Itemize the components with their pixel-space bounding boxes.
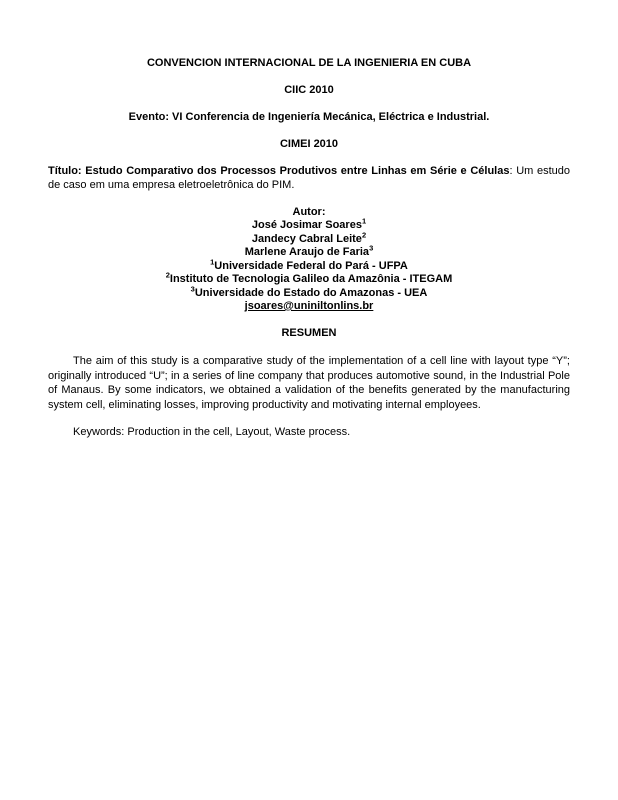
event-acronym: CIMEI 2010	[279, 138, 339, 150]
affiliation	[48, 256, 570, 274]
abstract-text: The aim of this study is a comparative study of the implementation of a cell line with layout type “Y”; originally introduced “U”; in a series of line company that produces automotive sound, in the Industrial Pole of Manaus. By some indicators, we obtained a validation of the benefits generated by the manufacturing system cell, eliminating losses, improving productivity and motivating internal employees.	[48, 355, 570, 411]
author-email-line	[48, 300, 570, 314]
author-sup: 2	[361, 229, 367, 239]
paper-title-bold: Título: Estudo Comparativo dos Processos Produtivos entre Linhas em Série e Células	[48, 165, 510, 177]
affiliation-sup: 3	[190, 283, 195, 293]
author-name-text: Marlene Araujo de Faria	[244, 246, 370, 258]
author-name	[48, 216, 570, 233]
author-name-text: Jandecy Cabral Leite	[251, 232, 362, 245]
affiliation-text: Universidade do Estado do Amazonas - UEA	[194, 286, 428, 299]
affiliation-sup: 1	[210, 256, 215, 266]
author-name	[48, 229, 570, 247]
affiliation	[48, 270, 570, 287]
author-label: Autor:	[292, 205, 326, 218]
abstract-heading: RESUMEN	[281, 327, 337, 339]
author-name-text: José Josimar Soares	[251, 219, 362, 231]
keywords-line: Keywords: Production in the cell, Layout, Waste process.	[73, 426, 351, 438]
paper-title	[48, 165, 570, 192]
conference-title: CONVENCION INTERNACIONAL DE LA INGENIERIA EN CUBA	[146, 57, 472, 69]
paper-title-subtitle: : Um estudo de caso em uma empresa eletroeletrônica do PIM.	[48, 165, 570, 191]
affiliation-sup: 2	[165, 270, 170, 280]
author-name	[48, 243, 570, 260]
affiliation-text: Universidade Federal do Pará - UFPA	[214, 259, 408, 272]
affiliation	[48, 283, 570, 301]
author-sup: 3	[369, 243, 374, 253]
affiliation-text: Instituto de Tecnologia Galileo da Amazônia - ITEGAM	[169, 273, 453, 285]
event-line: Evento: VI Conferencia de Ingeniería Mecánica, Eléctrica e Industrial.	[128, 111, 490, 123]
email-link[interactable]: jsoares@uniniltonlins.br	[244, 300, 374, 312]
conference-acronym: CIIC 2010	[284, 84, 334, 96]
author-sup: 1	[361, 216, 367, 226]
